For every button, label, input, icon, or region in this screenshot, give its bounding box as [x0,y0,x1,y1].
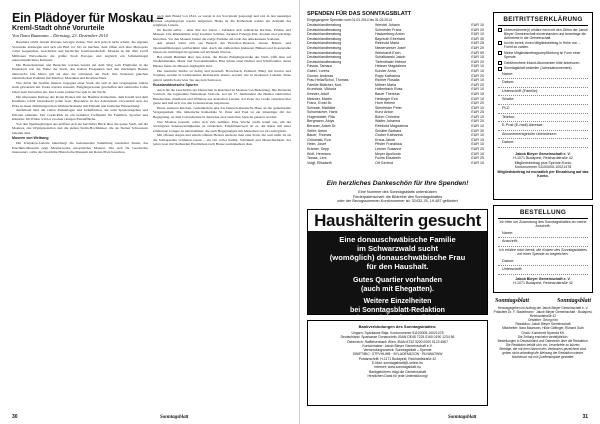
donor-name: Schäfer Barbara [375,128,402,133]
impressum [493,298,593,408]
donor-name: Niederwieser Josef [375,45,406,50]
donor-name: Walter Johanna [375,119,401,124]
job-ad-line: Weitere Einzelheiten [363,298,432,306]
membership-option-label: Sonntagsblatt bestellen (Jahresabonnement). [504,66,573,71]
donor-amount: EUR 30 [471,128,484,133]
membership-field[interactable]: Unterschrift (Familie): [498,88,588,97]
article-column-1 [12,40,148,408]
donor-amount: EUR 10 [471,114,484,119]
page-number-left: 30 [12,414,18,420]
donor-name: Reinbold Magdalena [375,124,408,129]
article-title: Ein Plädoyer für Moskau – [12,11,164,25]
article-subheading: Russlanddeutsche Spuren [153,83,198,88]
donor-name: Bauer, Thomas [307,133,332,138]
donor-name: Deutschlandberatung [307,45,342,50]
membership-field[interactable]: Telefon: [498,114,588,123]
order-fields [494,230,592,247]
impressum-line: Die Zeitung erscheint vierteljährlich. [517,334,569,339]
article-paragraph: nach dem Brand von 1812, es wurde in der Sowjetzeit gesprengt und erst in den neunziger Jahren originalgetreu wieder aufgebaut. Heute ist die Kathedrale wieder ein Zentrum des religiösen Lebens. [153,14,291,28]
donor-name: Heisser Magdalena [375,64,406,69]
membership-address [494,152,592,178]
donor-name: Deutschlandberatung [307,50,342,55]
article-paragraph: Die imposante Kulisse des Roten Platzes mit der Basilius-Kathedrale, dem Kreml und dem Kaufhaus GUM beeindruckt jeden Gast. Besonders in der Adventszeit verwandelt sich der Platz in einen stimmungsvollen Weihnachtsmarkt mit Eisbahn und festlicher Beleuchtung. [12,94,148,108]
bank-detail-line: Kontoinhaber: Jakob Bleyer Gemeinschaft e.V. [362,343,433,348]
donor-name: Schneider Franz [375,27,402,32]
article-subtitle: Kreml-Stadt ohne Vorurteile [12,25,105,32]
donor-amount: EUR 10 [471,133,484,138]
article-byline: Von Ilona Baumann – Dienstag, 23. Dezember 2014 [12,33,108,38]
membership-field[interactable]: Straße: [498,96,588,105]
donor-name: Böhm Christine [375,114,400,119]
article-paragraph: Mit offenen Augen und einem offenen Herzen entdeckt man eine Stadt, die weit mehr ist als die Schlagzeilen vermuten lassen – ein Ort voller Kultur, Schönheit und Menschlichkeit, der jeden Gast mit bleibenden Eindrücken nach Hause zurückkehren lässt. [153,133,291,147]
impressum-logo-left: Sonntagsblatt [495,298,530,304]
order-sign-field[interactable]: Datum: [498,258,588,267]
membership-address-line: H-1071 Budapest, Reichardstraße 42 [513,156,573,161]
article-paragraph: Heute erinnern Kirchen, Gedenktafeln und das Deutsch-Russische Haus an die gemeinsame Vergangenheit. Die lutherische Kathedrale St. Peter und Paul ist ein lebendiger Ort der Begegnung, an dem Gottesdienste in deutscher und russischer Sprache gefeiert werden. [153,105,291,120]
membership-checks [494,28,592,71]
donor-name: Reinhold Maria [375,41,400,46]
bank-detail-line: Deutschland: Sparkasse Donauwörth, IBAN DE45 7225 0160 0190 1234 56 [340,335,455,340]
membership-option-label: Unterzeichnete(r) erkläre mich mit den Zielen der Jakob Bleyer Gemeinschaft einverstanden und beantrage die Aufnahme in die Gemeinschaft. [504,27,588,40]
article-paragraph: Wer Moskau besucht, sollte sich Zeit nehmen. Eine Woche reicht kaum aus, um die wichtigsten Sehenswürdigkeiten zu entdecken. Empfehlenswert ist es, die Reise mit einer erfahrenen Gruppe zu unternehmen, die auch Begegnungen mit Menschen vor Ort ermöglicht. [153,119,291,133]
donor-amount: EUR 20 [471,147,484,152]
impressum-line: Druck: Komáromi Nyomda Kft. [521,330,565,335]
article-paragraph: Auch für die Geschichte der Deutschen in Russland ist Moskau von Bedeutung. Die Deutsche Vorstadt, die sogenannte Nemezkaja Sloboda, war im 17. Jahrhundert die Heimat zahlreicher Handwerker, Kaufleute und Offiziere aus deutschen Landen. Zar Peter der Große verkehrte hier gerne und ließ sich von den Lebensweisen inspirieren. [153,87,291,106]
donor-name: Weinhardt Erich [375,50,401,55]
donor-name: Bauer Theresia [375,91,400,96]
donor-amount: EUR 30 [471,36,484,41]
donation-note-line: oder der Bezugssummen-Kontonummer ist: 32432-76, 19-487 gefördert [337,199,458,204]
donor-name: Kraus Jakob [375,137,395,142]
bank-details-box [307,320,488,406]
article-paragraph: Russland erlebt derzeit überaus bewegte Zeiten. Wer sich jedoch nicht scheut, die eigenen Vorurteile abzulegen und sich ein Bild vor Ort zu machen, dem öffnet sich eine Metropole voller Gegensätze, Geschichte und herzlicher Gastfreundschaft. Moskau ist mit über zwölf Millionen Einwohnern die größte Stadt Europas und zugleich ein Schmelztiegel unterschiedlichster Kulturen. [12,40,148,63]
donor-name: Heim, Josef [307,142,326,147]
impressum-line: Mitarbeiter: Ilona Baumann, Hilde Göttinger, Richard Guth [502,326,584,331]
order-note: Ich erkläre mich bereit, die Kosten des Sonntagsblattes mit einer Spende zu begleichen. [499,248,587,257]
job-ad-line: (georg.krix@freemail.hu) [356,315,439,322]
membership-option[interactable] [494,61,592,65]
donor-amount: EUR 20 [471,119,484,124]
donor-name: Bayreuth Eberhard [375,36,406,41]
order-address-line: H-1071 Budapest, Reichardstraße 42 [513,281,573,286]
donor-amount: EUR 10 [471,64,484,69]
bank-detail-line: SWIFT/BIC: OTPVHUHB · BYLADEM1DON · RLNWATWW [352,352,443,357]
bank-detail-line: Postanschrift: H-1171 Budapest, Reichardstraße 42 [358,356,437,361]
article-paragraph: Wer durch die Straßen flaniert, begegnet einer Stadt, die sich in den vergangenen Jahren stark gewandelt hat. Parks wurden erneuert, Fußgängerzonen geschaffen und zahlreiche Cafés laden zum Verweilen ein. Das Leben pulsiert bis spät in die Nacht. [12,80,148,95]
job-ad-text-3 [308,293,487,323]
donor-name: Richter Rosalia [375,78,400,83]
impressum-logo-right: Sonntagsblatt [556,298,591,304]
thanks-line: Ein herzliches Dankeschön für Ihre Spenden! [326,180,469,187]
donor-name: Hollenbach Rosa [375,87,403,92]
donors-subtitle: Eingegangene Spenden vom 01.01.2014 bis 31.03.2014 [307,18,392,22]
right-page [300,0,600,424]
footer-logo-left: Sonntagsblatt [160,415,189,420]
donor-name: Gruner, Andreas [307,73,334,78]
job-ad-line: bei Sonntagsblatt-Redaktion [350,306,445,314]
membership-fields [494,71,592,148]
impressum-line: Redaktion: Jakob Bleyer Gemeinschaft [515,322,571,327]
membership-option-label: Meine Mitgliedsbeitragsverpflichtung ist Form einer Spende. [504,50,581,60]
donor-amount: EUR 20 [471,45,484,50]
bank-details-rows [308,329,487,380]
donor-name: Kessler, Adolf [307,91,329,96]
donor-amount: EUR 10 [471,78,484,83]
job-ad [307,209,488,322]
bank-detail-line: Ungarn: Sparkasse Baja, Kontonummer 51100005-10021478 [351,331,444,335]
impressum-line: Herausgegeben im Auftrag der Jakob Bleyer Gemeinschaft e. V. [497,306,589,310]
membership-option[interactable] [494,41,592,49]
bank-detail-line: Herzlichen Dank für jede Unterstützung! [367,373,428,378]
donor-name: Frau Hella/Schul, Thomas [307,78,349,83]
bank-detail-line: Österreich: Raiffeisenbank Wien, IBAN AT32 3200 0000 0123 4567 [347,339,448,344]
donor-name: Ott Gertrud [375,160,393,165]
donor-name: Krämer, Sepp [307,147,329,152]
donor-amount: EUR 20 [471,59,484,64]
order-field[interactable]: Name: [498,230,588,239]
donor-amount: EUR 15 [471,55,484,60]
donor-amount: EUR 10 [471,87,484,92]
donor-name: Franz, Ernst Dr. [307,101,333,106]
article-paragraph: Die Tretjakow-Galerie beherbergt die bedeutendste Sammlung russischer Kunst, das Puschkin-Museum zeigt Meisterwerke europäischer Malerei. Wer sich für Geschichte interessiert, sollte das Staatliche Historische Museum am Roten Platz besuchen. [12,141,148,155]
donor-name: Tiefenthaler Helene [375,59,407,64]
donor-amount: EUR 25 [471,110,484,115]
article-paragraph: Auffallend sind die vielen Parkanlagen und Grünflächen, die zum Spazierengehen und Erholen einladen. Der Gorki-Park ist ein beliebter Treffpunkt für Familien, Sportler und Künstler. Im Winter wird er zu einer riesigen Eislauffläche. [12,108,148,122]
article-paragraph: Am Abend lohnt sich ein Besuch des Bolschoi-Theaters, dessen Ballett- und Opernaufführungen weltberühmt sind. Auch die zahlreichen kleineren Bühnen und Konzertsäle bieten ein vielfältiges Programm auf höchstem Niveau. [153,41,291,55]
donor-amount: EUR 20 [471,101,484,106]
job-ad-line: Gutes Quartier vorhanden [352,275,443,284]
donor-row [307,161,488,166]
impressum-line: Die Redaktion behält sich vor, Leserbriefe zu kürzen. [505,342,581,347]
donor-amount: EUR 10 [471,105,484,110]
donor-amount: EUR 25 [471,156,484,161]
job-ad-line: im Schwarzwald sucht [356,244,439,253]
donors-title: SPENDEN FÜR DAS SONNTAGSBLATT [307,11,412,17]
donor-amount: EUR 10 [471,160,484,165]
donor-name: Deutschlandberatung [307,59,342,64]
checkbox[interactable] [498,28,502,32]
order-form [493,205,593,293]
donor-name: Wolf, Hermann [307,151,331,156]
order-sign-fields [494,258,592,275]
checkbox[interactable] [498,41,502,45]
donor-name: Berauer, Adam Dr. [307,124,337,129]
job-ad-body [308,231,487,322]
donor-name: Deutschlandberatung [307,41,342,46]
membership-title: BEITRITTSERKLÄRUNG [503,16,583,23]
donor-list [307,23,488,171]
donor-name: Tamas, Leni [307,156,327,161]
checkbox[interactable] [498,61,502,65]
job-ad-line: (womöglich) donauschwäbische Frau [329,253,466,262]
membership-address-line: Kontonummer 51100005-10021478 [514,165,572,170]
donor-name: Schumacher, Hans [307,110,338,115]
article-paragraph: Die Besucherinnen und Besucher werden bereits auf dem Weg vom Flughafen in die Innenstadt von der Weite der Stadt, den breiten Prospekten und den mächtigen Bauten überrascht. Die Metro gilt als eine der schönsten der Welt, ihre Stationen gleichen unterirdischen Palästen mit Marmor, Mosaiken und Kronleuchtern. [12,62,148,81]
donor-name: Deutschlandberatung [307,55,342,60]
donor-name: Mittner Maria [375,82,396,87]
order-field[interactable]: Anschrift: [498,238,588,247]
job-ad-line: Eine donauschwäbische Familie [339,235,456,244]
donor-amount: EUR 10 [471,142,484,147]
membership-field[interactable]: Name: [498,71,588,80]
impressum-line: geben nicht unbedingt die Meinung der Redaktion wieder. [502,351,584,356]
membership-option[interactable] [494,28,592,40]
donor-name: Lehner Susanne [375,147,402,152]
donor-name: Kunder Anna [375,68,396,73]
membership-field[interactable]: Datum: [498,139,588,148]
article-paragraph: Die russische Küche ist deftig und herzhaft: Borschtsch, Pelmeni, Bliny mit Kaviar und Soljanka werden in traditionellen Restaurants ebenso serviert wie in modernen Lokalen. Dazu gehört natürlich ein Glas Tee aus dem Samowar. [153,68,291,82]
divider [498,25,588,26]
membership-option-label: Ich bin bereit, einen Mitgliedsbeitrag in Höhe von ... Forint zu zahlen. [504,41,582,50]
bank-detail-line: Internet: www.sonntagsblatt.hu [374,365,421,370]
donor-name: Familie Böttcher, Kurt [307,82,342,87]
donor-amount: EUR 10 [471,124,484,129]
job-ad-line: (auch mit Ehegatten). [360,283,435,293]
donor-amount: EUR 20 [471,82,484,87]
order-sign-field[interactable]: Unterschrift: [498,266,588,275]
donor-amount: EUR 20 [471,27,484,32]
order-title: BESTELLUNG [519,209,567,216]
membership-field[interactable]: Datum: [498,79,588,88]
donor-name: Meyer Apollonia [375,151,401,156]
impressum-line: Bestellungen in Deutschland und Österreich über die Redaktion. [497,338,589,343]
donor-amount: EUR 15 [471,137,484,142]
bank-detail-line: Bankgebühren trägt die Gemeinschaft [368,369,427,374]
donor-name: Schwab, Mathilde [307,105,336,110]
impressum-line: Beiträge, die mit dem Namen des Verfassers gezeichnet sind, [499,346,587,351]
job-ad-line: für den Haushalt. [366,262,429,271]
donor-amount: EUR 20 [471,73,484,78]
job-ad-text-2 [308,271,487,293]
job-ad-headline: Haushälterin gesucht [308,210,487,231]
donor-name: Hackenberg Anton [375,32,405,37]
donor-name: Horn Helene [375,101,396,106]
article-paragraph: Bei einem Bummel über den Arbat, die älteste Fußgängerstraße der Stadt, trifft man auf Straßenmusiker, Maler und Souvenirhändler. Hier lebten einst Dichter und Schriftsteller, deren Häuser heute als Museen zugänglich sind. [153,54,291,69]
donor-name: Rapp Katharina [375,73,400,78]
impressum-line: Nachdruck nur mit Quellenangabe gestattet. [511,355,575,360]
impressum-logos [493,298,593,304]
membership-option[interactable] [494,51,592,59]
donor-name: Fuchs Elisabeth [375,156,401,161]
donation-note-line: Förderpatenschaft: die Bildreihe des Sonntagsblattes [352,194,443,199]
donor-name: Deutschlandberatung [307,27,342,32]
impressum-line: Ortsleiter: Georg Krix [528,318,558,323]
donor-name: Krumholz, Viktoria [307,87,337,92]
membership-address-title: Jakob Bleyer Gemeinschaft e. V. [515,151,571,156]
membership-field[interactable]: PLZ: [498,105,588,114]
article-paragraph: Im Kreml selbst – einst Sitz der Zaren – befinden sich zahlreiche Kirchen, Paläste und Museen. Die Rüstkammer zeigt kostbare Schätze, darunter Fabergé-Eier, Kronen und prächtige Kutschen. Vor den Mauern brennt die ewige Flamme am Grab des unbekannten Soldaten. [153,27,291,41]
membership-field[interactable]: E-Post (E-mail) Adresse: [498,122,588,131]
donor-name: Kunz Anton [375,110,394,115]
donor-name: Wendel Johann [375,23,400,27]
article-column-2 [153,14,291,408]
donor-name: Hetzinger Eva [375,96,398,101]
donor-name: Deutschlandberatung [307,23,342,27]
donor-amount [359,161,371,166]
membership-address-lines [494,156,592,169]
order-address-title: Jakob Bleyer Gemeinschaft e. V. [515,277,571,281]
donor-name: Voigt, Elisabeth [307,160,332,165]
donor-amount: EUR 25 [471,41,484,46]
bank-detail-line: Verwendungszweck: Sonntagsblatt – Spende [363,348,432,353]
article-subheading: Museen von Weltrang [12,136,49,141]
donor-amount: EUR 10 [471,32,484,37]
donor-amount: EUR 10 [471,23,484,27]
donor-name: Hugentobler, Rita [307,114,335,119]
donor-name: Deutschlandberatung [307,36,342,41]
membership-form [493,12,593,200]
order-address [494,277,592,286]
donation-note-line: Eine Nummer des Sonntagsblatts unterstützen [358,190,437,194]
impressum-text [493,306,593,359]
donor-amount: EUR 10 [471,68,484,73]
page-number-right: 31 [582,414,588,420]
donor-name: Seiler, Anton [307,128,328,133]
membership-address-note: Mitgliedsbeitrag ist monatlich per Einzahlung auf das Konto. [497,169,589,178]
donor-amount: EUR 10 [471,151,484,156]
impressum-line: Präsident Dr. F. Stadelmann · Jakob Bleyer Gemeinschaft · Budapest, Reichardstraße 42 [493,310,593,319]
donor-name: Deutschlandberatung [307,32,342,37]
donor-amount: EUR 50 [471,50,484,55]
donation-note [307,190,488,204]
footer-logo-right: Sonntagsblatt [448,415,477,420]
donor-name: Schalkowski Jakob [375,55,406,60]
donor-name: Metzner, Martin [307,96,332,101]
membership-option-label: Gebührenfreie Inland-Abonnenten bitte ankreuzen. [504,60,581,65]
donor-amount: EUR 15 [471,91,484,96]
checkbox[interactable] [498,67,502,71]
order-text: Ich bitte um Zusendung des Sonntagsblattes an meine Anschrift: [499,220,587,229]
bank-details-title: Bankverbindungen des Sonntagsblattes: [358,324,437,329]
donor-name: Fasola, Tamara [307,64,332,69]
donor-name: Bergmann, Aloys [307,119,335,124]
donor-name: Steinfelder Peter [375,105,402,110]
donor-name: Pfister Franziska [375,142,402,147]
article-paragraph: Von den Sperlingsbergen aus eröffnet sich ein herrlicher Blick über die ganze Stadt, auf die Moskwa, das Olympiastadion und die sieben Stalin-Hochhäuser, die als Sieben Schwestern bekannt sind. [12,121,148,135]
donor-amount: EUR 10 [471,96,484,101]
donor-name: Gabel, Lorenz [307,68,330,73]
membership-address-line: Mitgliedsbeitrag plus Spende-Konto [514,160,572,165]
job-ad-text-1 [308,231,487,271]
checkbox[interactable] [498,51,502,55]
donor-name: Gruber Katharina [375,133,403,138]
donor-name: Grünwald, Eva [307,137,331,142]
bank-detail-line: E-Mail: sonntagsblatt@t-online.hu [372,361,423,366]
membership-field[interactable]: Abonnementgebühr überwiesen: [498,131,588,140]
